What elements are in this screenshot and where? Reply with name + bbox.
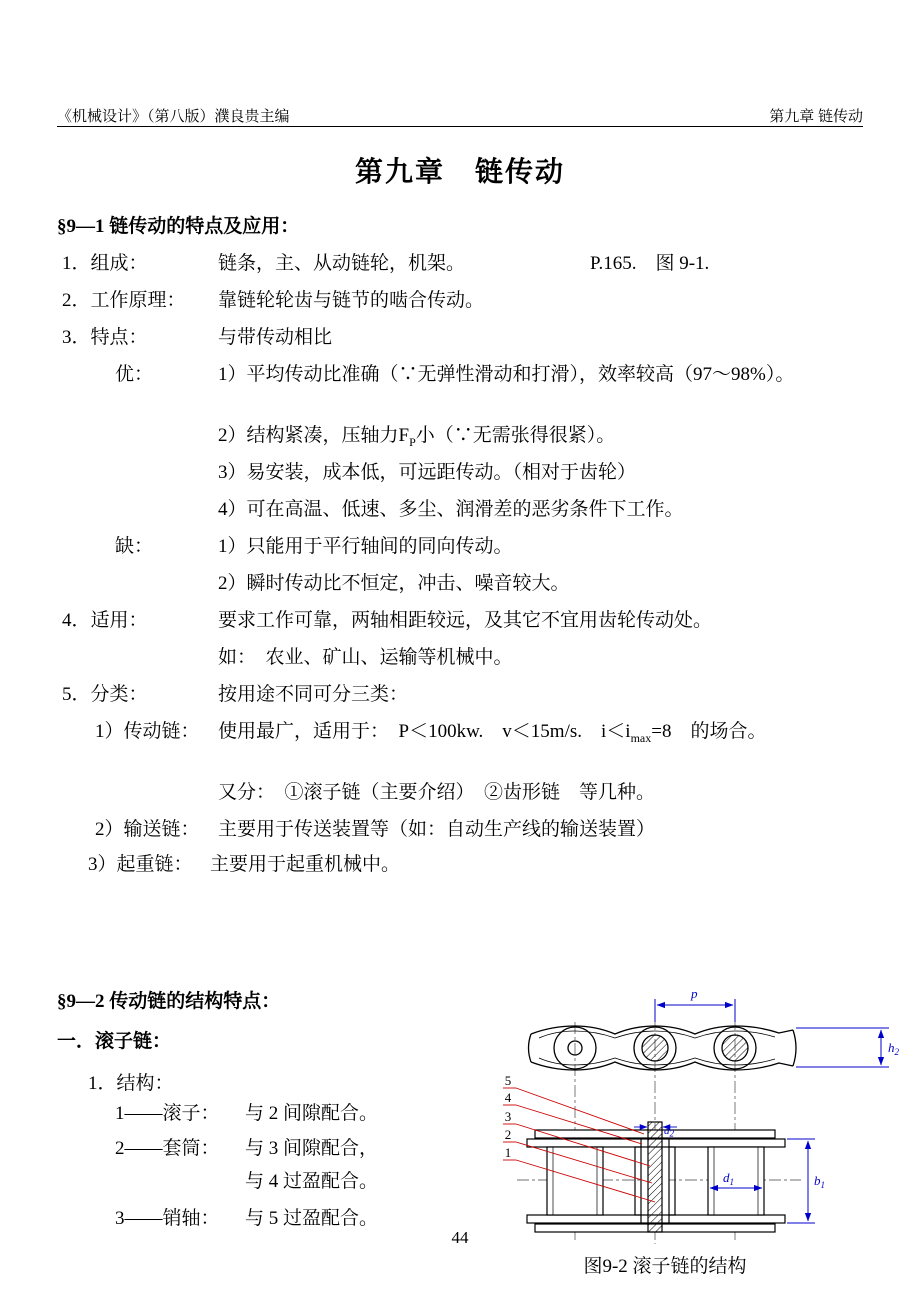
dimension-b1 <box>787 1139 815 1223</box>
b1-base: b <box>814 1173 821 1188</box>
pros-label: 优： <box>115 364 154 385</box>
callout-1: 1 <box>504 1145 512 1160</box>
chapter-title: 第九章 链传动 <box>354 157 565 188</box>
subscript: P <box>409 434 416 449</box>
item-label: 3．特点： <box>62 327 148 348</box>
line-principle <box>57 285 910 317</box>
part-text: 与 3 间隙配合， <box>245 1138 379 1159</box>
figure-9-2 <box>495 982 910 1254</box>
item-label: 1．组成： <box>62 253 148 274</box>
subscript: max <box>630 730 652 745</box>
line-pros-2 <box>57 420 910 452</box>
line-class-drive-chain-2 <box>57 777 910 809</box>
item-text: 1）平均传动比准确（∵无弹性滑动和打滑），效率较高（97～98%）。 <box>218 364 795 385</box>
line-application-example <box>57 642 910 674</box>
item-text: 4）可在高温、低速、多尘、润滑差的恶劣条件下工作。 <box>218 499 684 520</box>
line-class-conveyor-chain <box>57 814 910 846</box>
line-application <box>57 605 910 637</box>
callout-5: 5 <box>504 1073 512 1088</box>
line-cons-1 <box>57 531 910 563</box>
cons-label: 缺： <box>115 536 154 557</box>
item-text: 1）只能用于平行轴间的同向传动。 <box>218 536 513 557</box>
header-left: 《机械设计》（第八版）濮良贵主编 <box>57 109 290 125</box>
line-cons-2 <box>57 568 910 600</box>
item-label: 3）起重链： <box>88 854 193 875</box>
header-right: 第九章 链传动 <box>769 109 863 125</box>
d1-sub: 1 <box>729 1177 734 1187</box>
figure-caption: 图9-2 滚子链的结构 <box>583 1256 747 1277</box>
item-ref: P.165. 图 9-1. <box>590 253 710 274</box>
line-class-drive-chain <box>57 716 910 748</box>
dim-p-label: p <box>691 986 698 1001</box>
item-label: 5．分类： <box>62 684 148 705</box>
d1-base: d <box>723 1170 730 1185</box>
item-label: 1．结构： <box>88 1073 174 1094</box>
line-class-hoisting-chain <box>57 849 910 881</box>
dim-h2-label <box>888 1040 900 1057</box>
h2-base: h <box>888 1040 895 1055</box>
roller-chain-heading: 一．滚子链： <box>57 1031 172 1052</box>
dim-b1-label <box>814 1173 825 1190</box>
line-classification <box>57 679 910 711</box>
item-text: 链条，主、从动链轮，机架。 <box>218 253 466 274</box>
figure-callout-numbers <box>505 1073 512 1160</box>
part-label: 1——滚子： <box>115 1103 220 1124</box>
line-composition <box>57 248 910 280</box>
d2-sub: 2 <box>669 1128 674 1139</box>
text-part: 小（∵无需张得很紧）。 <box>415 425 616 446</box>
dimension-p <box>655 999 735 1022</box>
section-9-2-heading: §9—2 传动链的结构特点： <box>57 991 281 1012</box>
chain-side-view <box>529 1026 797 1070</box>
item-text: 靠链轮轮齿与链节的啮合传动。 <box>218 290 485 311</box>
item-text <box>218 420 615 450</box>
part-label: 2——套筒： <box>115 1138 220 1159</box>
part-text: 与 5 过盈配合。 <box>245 1208 379 1229</box>
line-pros-3 <box>57 457 910 489</box>
dimension-h2 <box>796 1028 889 1067</box>
part-text: 与 4 过盈配合。 <box>245 1171 379 1192</box>
item-label: 1）传动链： <box>95 721 200 742</box>
callout-4: 4 <box>504 1090 512 1105</box>
b1-sub: 1 <box>820 1180 825 1190</box>
text-part: 2）结构紧凑，压轴力F <box>218 425 410 446</box>
item-text: 3）易安装，成本低，可远距传动。（相对于齿轮） <box>218 462 637 483</box>
item-text <box>218 716 766 746</box>
text-part: =8 的场合。 <box>651 721 767 742</box>
item-text: 主要用于起重机械中。 <box>210 854 401 875</box>
header-rule <box>57 126 863 127</box>
h2-sub: 2 <box>894 1047 899 1057</box>
d2-base: d <box>664 1125 670 1137</box>
part-label: 3——销轴： <box>115 1208 220 1229</box>
callout-2: 2 <box>504 1127 512 1142</box>
line-pros-1 <box>57 359 910 391</box>
callout-3: 3 <box>504 1109 512 1124</box>
item-text: 与带传动相比 <box>218 327 333 348</box>
page-number: 44 <box>451 1228 469 1247</box>
section-9-1-heading: §9—1 链传动的特点及应用： <box>57 216 300 237</box>
figure-9-2-diagram <box>495 982 910 1254</box>
part-text: 与 2 间隙配合。 <box>245 1103 379 1124</box>
item-text: 如： 农业、矿山、运输等机械中。 <box>218 647 513 668</box>
chain-section-view <box>527 1122 785 1232</box>
text-part: 使用最广，适用于： P＜100kw. v＜15m/s. i＜i <box>218 721 631 742</box>
item-text: 2）瞬时传动比不恒定，冲击、噪音较大。 <box>218 573 570 594</box>
item-text: 又分： ①滚子链（主要介绍） ②齿形链 等几种。 <box>218 782 656 803</box>
item-label: 4．适用： <box>62 610 148 631</box>
item-text: 主要用于传送装置等（如：自动生产线的输送装置） <box>218 819 656 840</box>
line-pros-4 <box>57 494 910 526</box>
item-text: 按用途不同可分三类： <box>218 684 409 705</box>
item-text: 要求工作可靠，两轴相距较远，及其它不宜用齿轮传动处。 <box>218 610 713 631</box>
item-label: 2．工作原理： <box>62 290 186 311</box>
line-features <box>57 322 910 354</box>
item-label: 2）输送链： <box>95 819 200 840</box>
